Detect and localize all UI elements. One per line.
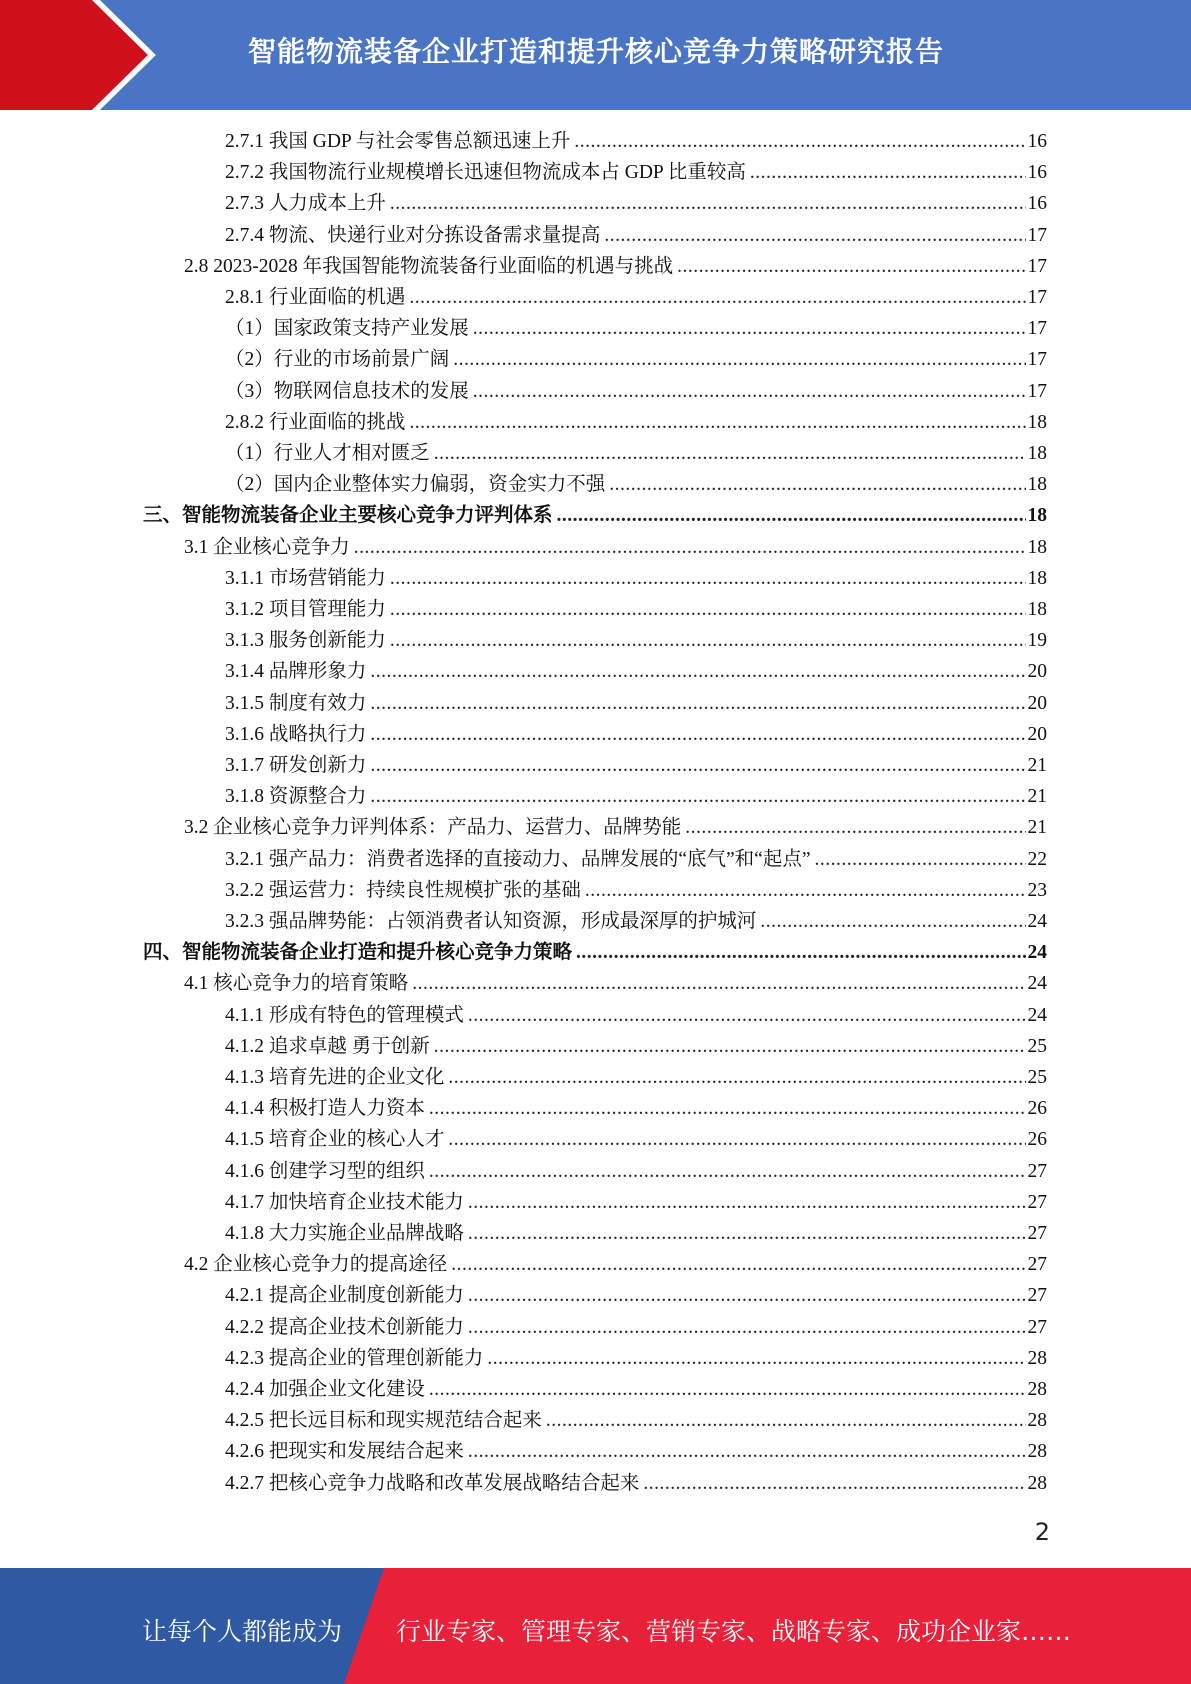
toc-entry-label: 4.2.6 把现实和发展结合起来 — [225, 1441, 464, 1463]
toc-entry[interactable] — [225, 1374, 1047, 1405]
toc-entry-page: 26 — [1027, 1129, 1047, 1151]
toc-dot-leader — [409, 282, 1025, 313]
toc-entry[interactable] — [225, 750, 1047, 781]
toc-entry-page: 23 — [1027, 879, 1047, 901]
toc-entry-label: 3.1.5 制度有效力 — [225, 692, 367, 714]
toc-entry-page: 18 — [1027, 567, 1047, 589]
toc-dot-leader — [448, 1062, 1025, 1093]
toc-entry-page: 21 — [1027, 817, 1047, 839]
toc-entry-label: 3.1 企业核心竞争力 — [184, 536, 350, 558]
toc-entry-label: （2）国内企业整体实力偏弱，资金实力不强 — [225, 474, 606, 496]
toc-entry[interactable] — [184, 532, 1047, 563]
toc-entry[interactable] — [225, 1124, 1047, 1155]
toc-entry-page: 16 — [1027, 193, 1047, 215]
toc-entry-page: 17 — [1027, 287, 1047, 308]
toc-entry[interactable] — [184, 968, 1047, 999]
toc-entry[interactable] — [225, 1280, 1047, 1311]
toc-entry-page: 21 — [1027, 786, 1047, 808]
toc-entry[interactable] — [225, 1436, 1047, 1467]
toc-entry-label: 三、智能物流装备企业主要核心竞争力评判体系 — [143, 505, 553, 527]
toc-dot-leader — [370, 656, 1025, 687]
toc-dot-leader — [354, 532, 1026, 563]
toc-entry-label: 3.1.8 资源整合力 — [225, 786, 367, 808]
toc-entry[interactable] — [225, 1468, 1047, 1499]
toc-entry-label: 3.1.2 项目管理能力 — [225, 599, 386, 620]
toc-dot-leader — [434, 1031, 1026, 1062]
toc-entry-page: 28 — [1027, 1472, 1047, 1494]
toc-entry-label: 四、智能物流装备企业打造和提升核心竞争力策略 — [143, 942, 573, 964]
toc-entry[interactable] — [225, 1062, 1047, 1093]
toc-entry-label: 2.8.2 行业面临的挑战 — [225, 411, 406, 433]
toc-entry-page: 26 — [1027, 1098, 1047, 1120]
toc-entry-label: 2.8 2023-2028 年我国智能物流装备行业面临的机遇与挑战 — [184, 255, 674, 277]
toc-entry-page: 18 — [1027, 599, 1047, 620]
toc-entry-page: 24 — [1027, 942, 1047, 964]
footer-slogan-left: 让每个人都能成为 — [142, 1617, 343, 1646]
toc-dot-leader — [585, 875, 1026, 906]
toc-entry-label: 4.2.2 提高企业技术创新能力 — [225, 1316, 464, 1338]
toc-entry[interactable] — [225, 1031, 1047, 1062]
toc-entry-page: 16 — [1027, 131, 1047, 152]
toc-dot-leader — [750, 157, 1026, 188]
toc-entry-page: 27 — [1027, 1191, 1047, 1213]
toc-entry-label: 3.1.1 市场营销能力 — [225, 567, 386, 589]
toc-dot-leader — [468, 1280, 1026, 1311]
toc-entry[interactable] — [225, 407, 1047, 438]
toc-dot-leader — [429, 1374, 1026, 1405]
toc-entry-label: 3.2.2 强运营力：持续良性规模扩张的基础 — [225, 879, 581, 901]
toc-dot-leader — [760, 906, 1025, 937]
toc-entry[interactable] — [225, 1000, 1047, 1031]
toc-dot-leader — [448, 1124, 1025, 1155]
toc-dot-leader — [468, 1218, 1026, 1249]
toc-entry[interactable] — [225, 781, 1047, 812]
toc-entry-label: 4.1 核心竞争力的培育策略 — [184, 973, 409, 995]
toc-entry-label: 4.2.5 把长远目标和现实规范结合起来 — [225, 1410, 542, 1432]
toc-dot-leader — [677, 251, 1025, 282]
toc-entry-page: 25 — [1027, 1067, 1047, 1088]
toc-entry-label: 2.7.1 我国 GDP 与社会零售总额迅速上升 — [225, 131, 571, 152]
toc-entry-page: 17 — [1027, 255, 1047, 277]
toc-entry[interactable] — [143, 500, 1047, 531]
toc-entry-label: 3.1.7 研发创新力 — [225, 755, 367, 776]
toc-entry-page: 17 — [1027, 318, 1047, 340]
toc-entry-page: 24 — [1027, 973, 1047, 995]
toc-entry-page: 17 — [1027, 349, 1047, 371]
toc-entry-page: 18 — [1027, 443, 1047, 464]
toc-entry-label: 4.1.1 形成有特色的管理模式 — [225, 1004, 464, 1026]
toc-entry-page: 28 — [1027, 1441, 1047, 1463]
toc-entry-page: 27 — [1027, 1223, 1047, 1244]
toc-entry-page: 25 — [1027, 1035, 1047, 1057]
toc-dot-leader — [390, 594, 1026, 625]
toc-entry-label: 2.7.2 我国物流行业规模增长迅速但物流成本占 GDP 比重较高 — [225, 162, 746, 184]
toc-entry[interactable] — [225, 906, 1047, 937]
toc-entry[interactable] — [184, 1249, 1047, 1280]
toc-entry[interactable] — [225, 188, 1047, 219]
toc-entry-page: 18 — [1027, 474, 1047, 496]
toc-entry-page: 27 — [1027, 1254, 1047, 1276]
toc-dot-leader — [370, 750, 1025, 781]
toc-dot-leader — [468, 1312, 1026, 1343]
toc-entry-page: 27 — [1027, 1160, 1047, 1182]
toc-entry-page: 18 — [1027, 505, 1047, 527]
toc-dot-leader — [390, 563, 1026, 594]
toc-entry-page: 28 — [1027, 1379, 1047, 1400]
toc-dot-leader — [604, 220, 1025, 251]
toc-dot-leader — [473, 313, 1026, 344]
toc-entry-label: 3.1.4 品牌形象力 — [225, 661, 367, 683]
toc-entry-label: 3.2 企业核心竞争力评判体系：产品力、运营力、品牌势能 — [184, 817, 682, 839]
toc-dot-leader — [409, 407, 1025, 438]
toc-entry-label: 3.1.3 服务创新能力 — [225, 630, 386, 652]
toc-entry-label: 2.8.1 行业面临的机遇 — [225, 287, 406, 308]
toc-entry-label: 4.2.1 提高企业制度创新能力 — [225, 1285, 464, 1307]
toc-entry[interactable] — [225, 594, 1047, 625]
toc-entry-label: 4.1.6 创建学习型的组织 — [225, 1160, 425, 1182]
toc-entry[interactable] — [225, 875, 1047, 906]
toc-dot-leader — [370, 719, 1025, 750]
page-number: 2 — [1034, 1518, 1050, 1546]
toc-dot-leader — [453, 344, 1025, 375]
toc-entry[interactable] — [225, 157, 1047, 188]
toc-entry[interactable] — [225, 1093, 1047, 1124]
toc-entry-label: 4.1.4 积极打造人力资本 — [225, 1098, 425, 1120]
toc-entry-label: 4.1.8 大力实施企业品牌战略 — [225, 1223, 464, 1244]
page-header — [0, 0, 1191, 110]
toc-entry[interactable] — [225, 1218, 1047, 1249]
toc-dot-leader — [412, 968, 1025, 999]
toc-entry-page: 16 — [1027, 162, 1047, 184]
toc-entry-page: 18 — [1027, 411, 1047, 433]
toc-entry-label: 4.1.7 加快培育企业技术能力 — [225, 1191, 464, 1213]
toc-entry-page: 24 — [1027, 911, 1047, 932]
toc-entry-page: 21 — [1027, 755, 1047, 776]
toc-dot-leader — [468, 1187, 1026, 1218]
toc-entry[interactable] — [184, 812, 1047, 843]
toc-dot-leader — [473, 376, 1026, 407]
toc-entry[interactable] — [225, 656, 1047, 687]
toc-dot-leader — [685, 812, 1025, 843]
toc-dot-leader — [429, 1093, 1026, 1124]
toc-entry-page: 20 — [1027, 723, 1047, 745]
toc-entry[interactable] — [225, 688, 1047, 719]
toc-entry-page: 24 — [1027, 1004, 1047, 1026]
toc-dot-leader — [487, 1343, 1025, 1374]
toc-entry-page: 18 — [1027, 536, 1047, 558]
toc-entry-label: 4.2.7 把核心竞争力战略和改革发展战略结合起来 — [225, 1472, 640, 1494]
toc-entry-label: 4.1.3 培育先进的企业文化 — [225, 1067, 445, 1088]
toc-dot-leader — [429, 1156, 1026, 1187]
toc-entry-label: 2.7.3 人力成本上升 — [225, 193, 386, 215]
toc-dot-leader — [451, 1249, 1025, 1280]
toc-dot-leader — [815, 844, 1026, 875]
toc-entry-page: 28 — [1027, 1347, 1047, 1369]
toc-dot-leader — [609, 469, 1025, 500]
toc-entry[interactable] — [225, 376, 1047, 407]
toc-entry-label: 4.1.5 培育企业的核心人才 — [225, 1129, 445, 1151]
toc-entry-page: 28 — [1027, 1410, 1047, 1432]
toc-entry[interactable] — [225, 625, 1047, 656]
toc-entry-page: 27 — [1027, 1316, 1047, 1338]
toc-entry[interactable] — [225, 126, 1047, 157]
report-title: 智能物流装备企业打造和提升核心竞争力策略研究报告 — [248, 35, 945, 68]
toc-entry-page: 19 — [1027, 630, 1047, 652]
toc-entry-page: 17 — [1027, 380, 1047, 402]
toc-dot-leader — [370, 688, 1025, 719]
toc-entry[interactable] — [225, 344, 1047, 375]
toc-entry[interactable] — [143, 937, 1047, 968]
page-footer — [0, 1568, 1191, 1684]
toc-entry-label: （2）行业的市场前景广阔 — [225, 349, 450, 371]
toc-entry-label: （1）行业人才相对匮乏 — [225, 443, 430, 464]
toc-entry[interactable] — [225, 1187, 1047, 1218]
toc-entry-page: 27 — [1027, 1285, 1047, 1307]
toc-dot-leader — [576, 937, 1025, 968]
toc-entry-label: （1）国家政策支持产业发展 — [225, 318, 469, 340]
toc-entry[interactable] — [225, 1156, 1047, 1187]
toc-entry-label: 3.1.6 战略执行力 — [225, 723, 367, 745]
toc-entry[interactable] — [225, 313, 1047, 344]
toc-entry-page: 20 — [1027, 661, 1047, 683]
toc-entry[interactable] — [225, 438, 1047, 469]
toc-entry-label: 2.7.4 物流、快递行业对分拣设备需求量提高 — [225, 224, 601, 246]
toc-dot-leader — [390, 188, 1026, 219]
toc-dot-leader — [546, 1405, 1026, 1436]
toc-dot-leader — [574, 126, 1025, 157]
toc-entry-page: 22 — [1027, 848, 1047, 870]
toc-entry-label: 4.2.4 加强企业文化建设 — [225, 1379, 425, 1400]
toc-entry[interactable] — [225, 563, 1047, 594]
toc-entry-page: 17 — [1027, 224, 1047, 246]
toc-entry[interactable] — [225, 719, 1047, 750]
toc-entry-label: 4.2 企业核心竞争力的提高途径 — [184, 1254, 448, 1276]
toc-entry-label: （3）物联网信息技术的发展 — [225, 380, 469, 402]
toc-entry[interactable] — [225, 469, 1047, 500]
toc-entry[interactable] — [225, 1405, 1047, 1436]
toc-entry[interactable] — [184, 251, 1047, 282]
toc-dot-leader — [643, 1468, 1025, 1499]
toc-dot-leader — [370, 781, 1025, 812]
footer-slogan-right: 行业专家、管理专家、营销专家、战略专家、成功企业家…… — [396, 1617, 1072, 1646]
toc-dot-leader — [390, 625, 1026, 656]
toc-entry-label: 3.2.1 强产品力：消费者选择的直接动力、品牌发展的“底气”和“起点” — [225, 848, 811, 870]
toc-entry-label: 3.2.3 强品牌势能：占领消费者认知资源，形成最深厚的护城河 — [225, 911, 757, 932]
toc-dot-leader — [468, 1436, 1026, 1467]
toc-entry[interactable] — [225, 1312, 1047, 1343]
toc-entry-page: 20 — [1027, 692, 1047, 714]
toc-entry[interactable] — [225, 282, 1047, 313]
toc-entry-label: 4.2.3 提高企业的管理创新能力 — [225, 1347, 484, 1369]
toc-dot-leader — [468, 1000, 1026, 1031]
toc-dot-leader — [557, 500, 1026, 531]
toc-entry[interactable] — [225, 1343, 1047, 1374]
toc-entry[interactable] — [225, 844, 1047, 875]
toc-entry[interactable] — [225, 220, 1047, 251]
toc-entry-label: 4.1.2 追求卓越 勇于创新 — [225, 1035, 430, 1057]
toc-dot-leader — [434, 438, 1026, 469]
